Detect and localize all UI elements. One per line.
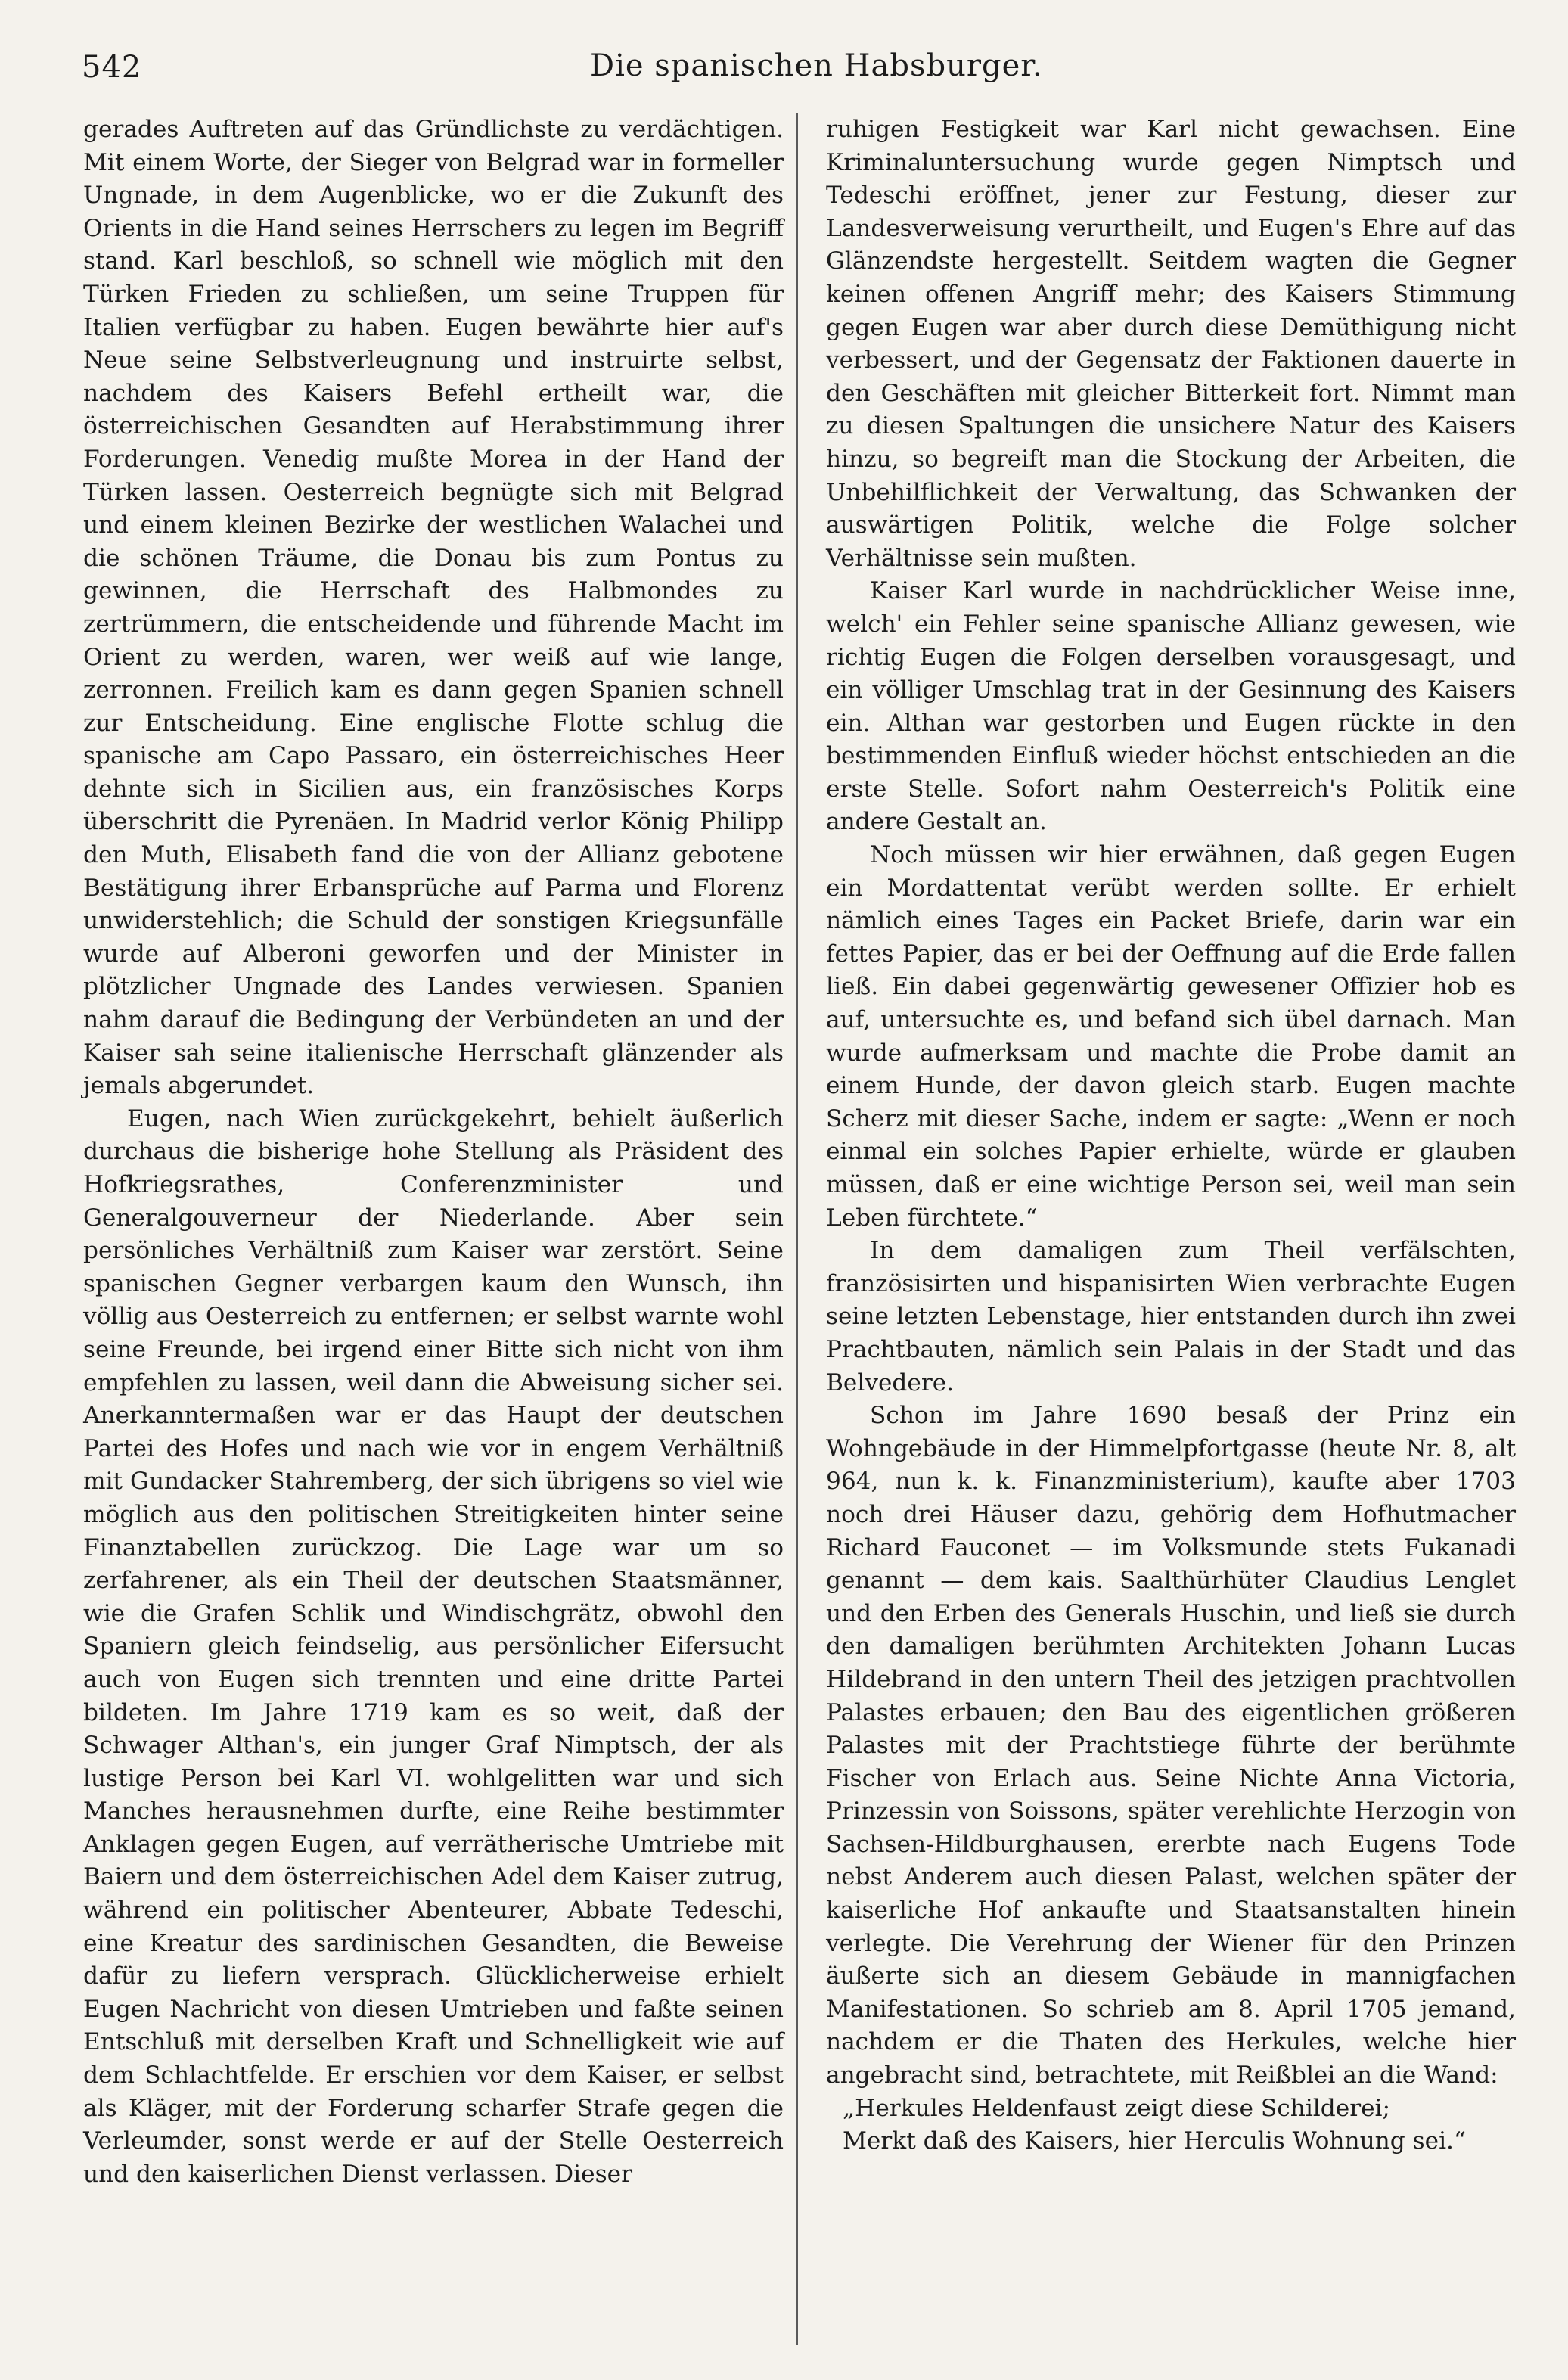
right-column bbox=[826, 113, 1516, 2158]
paragraph: Eugen, nach Wien zurückgekehrt, behielt äußerlich durchaus die bisherige hohe Stellung als Präsident des Hofkriegsrathes, Conferenzminister und Generalgouverneur der Niederlande. Aber sein persönliches Verhältniß zum Kaiser war zerstört. Seine spanischen Gegner verbargen kaum den Wunsch, ihn völlig aus Oesterreich zu entfernen; er selbst warnte wohl seine Freunde, bei irgend einer Bitte sich nicht von ihm empfehlen zu lassen, weil dann die Abweisung sicher sei. Anerkanntermaßen war er das Haupt der deutschen Partei des Hofes und nach wie vor in engem Verhältniß mit Gundacker Stahremberg, der sich übrigens so viel wie möglich aus den politischen Streitigkeiten hinter seine Finanztabellen zurückzog. Die Lage war um so zerfahrener, als ein Theil der deutschen Staatsmänner, wie die Grafen Schlik und Windischgrätz, obwohl den Spaniern gleich feindselig, aus persönlicher Eifersucht auch von Eugen sich trennten und eine dritte Partei bildeten. Im Jahre 1719 kam es so weit, daß der Schwager Althan's, ein junger Graf Nimptsch, der als lustige Person bei Karl VI. wohlgelitten war und sich Manches herausnehmen durfte, eine Reihe bestimmter Anklagen gegen Eugen, auf verrätherische Umtriebe mit Baiern und dem österreichischen Adel dem Kaiser zutrug, während ein politischer Abenteurer, Abbate Tedeschi, eine Kreatur des sardinischen Gesandten, die Beweise dafür zu liefern versprach. Glücklicherweise erhielt Eugen Nachricht von diesen Umtrieben und faßte seinen Entschluß mit derselben Kraft und Schnelligkeit wie auf dem Schlachtfelde. Er erschien vor dem Kaiser, er selbst als Kläger, mit der Forderung scharfer Strafe gegen die Verleumder, sonst werde er auf der Stelle Oesterreich und den kaiserlichen Dienst verlassen. Dieser bbox=[83, 1105, 784, 2188]
paragraph: Kaiser Karl wurde in nachdrücklicher Weise inne, welch' ein Fehler seine spanische Allianz gewesen, wie richtig Eugen die Folgen derselben vorausgesagt, und ein völliger Umschlag trat in der Gesinnung des Kaisers ein. Althan war gestorben und Eugen rückte in den bestimmenden Einfluß wieder höchst entschieden an die erste Stelle. Sofort nahm Oesterreich's Politik eine andere Gestalt an. bbox=[826, 577, 1516, 836]
page-number: 542 bbox=[82, 50, 142, 85]
running-title: Die spanischen Habsburger. bbox=[590, 48, 1043, 83]
verse-line: „Herkules Heldenfaust zeigt diese Schilderei; bbox=[843, 2094, 1391, 2122]
paragraph: ruhigen Festigkeit war Karl nicht gewachsen. Eine Kriminaluntersuchung wurde gegen Nimptsch und Tedeschi eröffnet, jener zur Festung, dieser zur Landesverweisung verurtheilt, und Eugen's Ehre auf das Glänzendste hergestellt. Seitdem wagten die Gegner keinen offenen Angriff mehr; des Kaisers Stimmung gegen Eugen war aber durch diese Demüthigung nicht verbessert, und der Gegensatz der Faktionen dauerte in den Geschäften mit gleicher Bitterkeit fort. Nimmt man zu diesen Spaltungen die unsichere Natur des Kaisers hinzu, so begreift man die Stockung der Arbeiten, die Unbehilflichkeit der Verwaltung, das Schwanken der auswärtigen Politik, welche die Folge solcher Verhältnisse sein mußten. bbox=[826, 116, 1516, 572]
left-column bbox=[83, 113, 784, 2191]
column-divider bbox=[796, 113, 798, 2345]
paragraph: Noch müssen wir hier erwähnen, daß gegen Eugen ein Mordattentat verübt werden sollte. Er erhielt nämlich eines Tages ein Packet Briefe, darin war ein fettes Papier, das er bei der Oeffnung auf die Erde fallen ließ. Ein dabei gegenwärtig gewesener Offizier hob es auf, untersuchte es, und befand sich übel darnach. Man wurde aufmerksam und machte die Probe damit an einem Hunde, der davon gleich starb. Eugen machte Scherz mit dieser Sache, indem er sagte: „Wenn er noch einmal ein solches Papier erhielte, würde er glauben müssen, daß er eine wichtige Person sei, weil man sein Leben fürchtete.“ bbox=[826, 841, 1516, 1232]
verse-line: Merkt daß des Kaisers, hier Herculis Wohnung sei.“ bbox=[843, 2127, 1466, 2155]
paragraph: gerades Auftreten auf das Gründlichste zu verdächtigen. Mit einem Worte, der Sieger von Belgrad war in formeller Ungnade, in dem Augenblicke, wo er die Zukunft des Orients in die Hand seines Herrschers zu legen im Begriff stand. Karl beschloß, so schnell wie möglich mit den Türken Frieden zu schließen, um seine Truppen für Italien verfügbar zu haben. Eugen bewährte hier auf's Neue seine Selbstverleugnung und instruirte selbst, nachdem des Kaisers Befehl ertheilt war, die österreichischen Gesandten auf Herabstimmung ihrer Forderungen. Venedig mußte Morea in der Hand der Türken lassen. Oesterreich begnügte sich mit Belgrad und einem kleinen Bezirke der westlichen Walachei und die schönen Träume, die Donau bis zum Pontus zu gewinnen, die Herrschaft des Halbmondes zu zertrümmern, die entscheidende und führende Macht im Orient zu werden, waren, wer weiß auf wie lange, zerronnen. Freilich kam es dann gegen Spanien schnell zur Entscheidung. Eine englische Flotte schlug die spanische am Capo Passaro, ein österreichisches Heer dehnte sich in Sicilien aus, ein französisches Korps überschritt die Pyrenäen. In Madrid verlor König Philipp den Muth, Elisabeth fand die von der Allianz gebotene Bestätigung ihrer Erbansprüche auf Parma und Florenz unwiderstehlich; die Schuld der sonstigen Kriegsunfälle wurde auf Alberoni geworfen und der Minister in plötzlicher Ungnade des Landes verwiesen. Spanien nahm darauf die Bedingung der Verbündeten an und der Kaiser sah seine italienische Herrschaft glänzender als jemals abgerundet. bbox=[83, 116, 784, 1100]
paragraph: In dem damaligen zum Theil verfälschten, französisirten und hispanisirten Wien verbrachte Eugen seine letzten Lebenstage, hier entstanden durch ihn zwei Prachtbauten, nämlich sein Palais in der Stadt und das Belvedere. bbox=[826, 1237, 1516, 1397]
paragraph: Schon im Jahre 1690 besaß der Prinz ein Wohngebäude in der Himmelpfortgasse (heute Nr. 8, alt 964, nun k. k. Finanzministerium), kaufte aber 1703 noch drei Häuser dazu, gehörig dem Hofhutmacher Richard Fauconet — im Volksmunde stets Fukanadi genannt — dem kais. Saalthürhüter Claudius Lenglet und den Erben des Generals Huschin, und ließ sie durch den damaligen berühmten Architekten Johann Lucas Hildebrand in den untern Theil des jetzigen prachtvollen Palastes erbauen; den Bau des eigentlichen größeren Palastes mit der Prachtstiege führte der berühmte Fischer von Erlach aus. Seine Nichte Anna Victoria, Prinzessin von Soissons, später verehlichte Herzogin von Sachsen-Hildburghausen, ererbte nach Eugens Tode nebst Anderem auch diesen Palast, welchen später der kaiserliche Hof ankaufte und Staatsanstalten hinein verlegte. Die Verehrung der Wiener für den Prinzen äußerte sich an diesem Gebäude in mannigfachen Manifestationen. So schrieb am 8. April 1705 jemand, nachdem er die Thaten des Herkules, welche hier angebracht sind, betrachtete, mit Reißblei an die Wand: bbox=[826, 1402, 1516, 2089]
